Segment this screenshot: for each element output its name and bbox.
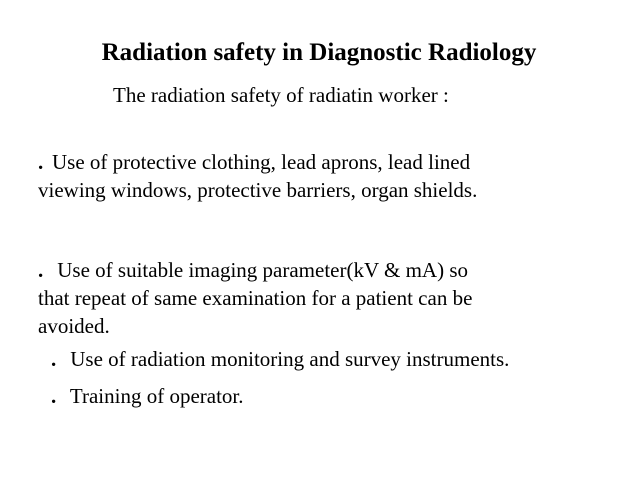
bullet-line (38, 148, 477, 176)
bullet-text: Use of protective clothing, lead aprons, lead lined (52, 150, 471, 174)
bullet-text: Use of radiation monitoring and survey instruments. (70, 347, 510, 371)
slide-subtitle: The radiation safety of radiatin worker : (113, 83, 449, 107)
bullet-line (51, 345, 509, 373)
bullet-marker: . (38, 150, 44, 174)
bullet-line (38, 256, 472, 284)
bullet-line: that repeat of same examination for a patient can be (38, 286, 473, 310)
bullet-marker: . (51, 384, 57, 408)
bullet-marker: . (51, 347, 57, 371)
bullet-text: Use of suitable imaging parameter(kV & mA) so (57, 258, 469, 282)
bullet-text: Training of operator. (69, 384, 244, 408)
bullet-protective-clothing (38, 148, 477, 204)
bullet-training (51, 382, 244, 410)
bullet-line: avoided. (38, 314, 110, 338)
bullet-line (51, 382, 244, 410)
slide-title: Radiation safety in Diagnostic Radiology (101, 39, 537, 66)
bullet-monitoring (51, 345, 509, 373)
bullet-imaging-parameter (38, 256, 472, 340)
bullet-marker: . (38, 258, 44, 282)
bullet-line: viewing windows, protective barriers, organ shields. (38, 178, 478, 202)
